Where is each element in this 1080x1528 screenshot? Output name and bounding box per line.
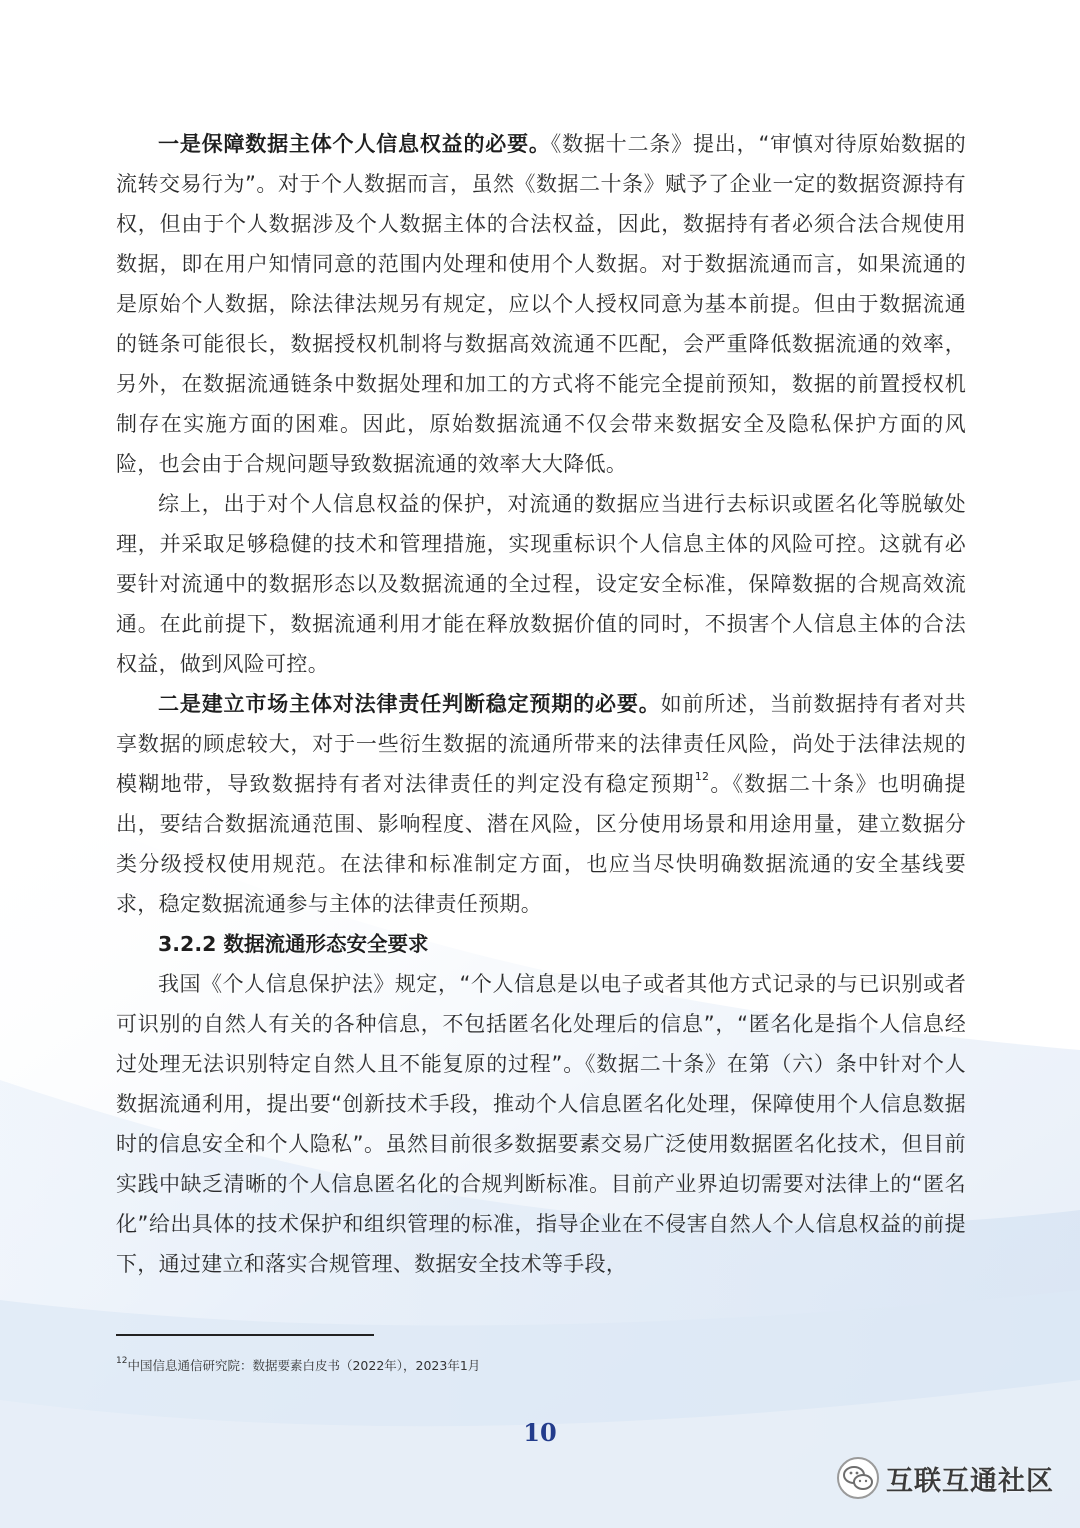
footnote [116,1356,480,1374]
paragraph-1-text: 《数据十二条》提出，“审慎对待原始数据的流转交易行为”。对于个人数据而言，虽然《数据二十条》赋予了企业一定的数据资源持有权，但由于个人数据涉及个人数据主体的合法权益，因此，数据持有者必须合法合规使用数据，即在用户知情同意的范围内处理和使用个人数据。对于数据流通而言，如果流通的是原始个人数据，除法律法规另有规定，应以个人授权同意为基本前提。但由于数据流通的链条可能很长，数据授权机制将与数据高效流通不匹配，会严重降低数据流通的效率，另外，在数据流通链条中数据处理和加工的方式将不能完全提前预知，数据的前置授权机制存在实施方面的困难。因此，原始数据流通不仅会带来数据安全及隐私保护方面的风险，也会由于合规问题导致数据流通的效率大大降低。 [116,132,966,476]
paragraph-2-text: 综上，出于对个人信息权益的保护，对流通的数据应当进行去标识或匿名化等脱敏处理，并采取足够稳健的技术和管理措施，实现重标识个人信息主体的风险可控。这就有必要针对流通中的数据形态以及数据流通的全过程，设定安全标准，保障数据的合规高效流通。在此前提下，数据流通利用才能在释放数据价值的同时，不损害个人信息主体的合法权益，做到风险可控。 [116,492,966,676]
paragraph-4-text: 我国《个人信息保护法》规定，“个人信息是以电子或者其他方式记录的与已识别或者可识别的自然人有关的各种信息，不包括匿名化处理后的信息”，“匿名化是指个人信息经过处理无法识别特定自然人且不能复原的过程”。《数据二十条》在第（六）条中针对个人数据流通利用，提出要“创新技术手段，推动个人信息匿名化处理，保障使用个人信息数据时的信息安全和个人隐私”。虽然目前很多数据要素交易广泛使用数据匿名化技术，但目前实践中缺乏清晰的个人信息匿名化的合规判断标准。目前产业界迫切需要对法律上的“匿名化”给出具体的技术保护和组织管理的标准，指导企业在不侵害自然人个人信息权益的前提下，通过建立和落实合规管理、数据安全技术等手段， [116,972,966,1276]
paragraph-2 [116,484,966,684]
footnote-text: 中国信息通信研究院：数据要素白皮书（2022年），2023年1月 [127,1358,481,1373]
paragraph-1-lead: 一是保障数据主体个人信息权益的必要。 [158,132,551,156]
paragraph-3 [116,684,966,924]
watermark [836,1456,1054,1500]
watermark-text: 互联互通社区 [886,1465,1054,1497]
footnote-reference[interactable]: 12 [694,770,710,783]
paragraph-3-text-after: 。《数据二十条》也明确提出，要结合数据流通范围、影响程度、潜在风险，区分使用场景和用途用量，建立数据分类分级授权使用规范。在法律和标准制定方面，也应当尽快明确数据流通的安全基线要求，稳定数据流通参与主体的法律责任预期。 [116,772,966,916]
page-number: 10 [523,1418,557,1447]
paragraph-3-text-before: 如前所述，当前数据持有者对共享数据的顾虑较大，对于一些衍生数据的流通所带来的法律责任风险，尚处于法律法规的模糊地带，导致数据持有者对法律责任的判定没有稳定预期 [116,692,966,796]
paragraph-1 [116,124,966,484]
section-heading: 3.2.2 数据流通形态安全要求 [158,932,429,956]
footnote-divider [116,1334,374,1336]
paragraph-3-lead: 二是建立市场主体对法律责任判断稳定预期的必要。 [158,692,661,716]
main-content [116,124,966,1284]
footnote-marker: 12 [116,1355,128,1366]
wechat-icon [836,1456,880,1500]
paragraph-4 [116,964,966,1284]
